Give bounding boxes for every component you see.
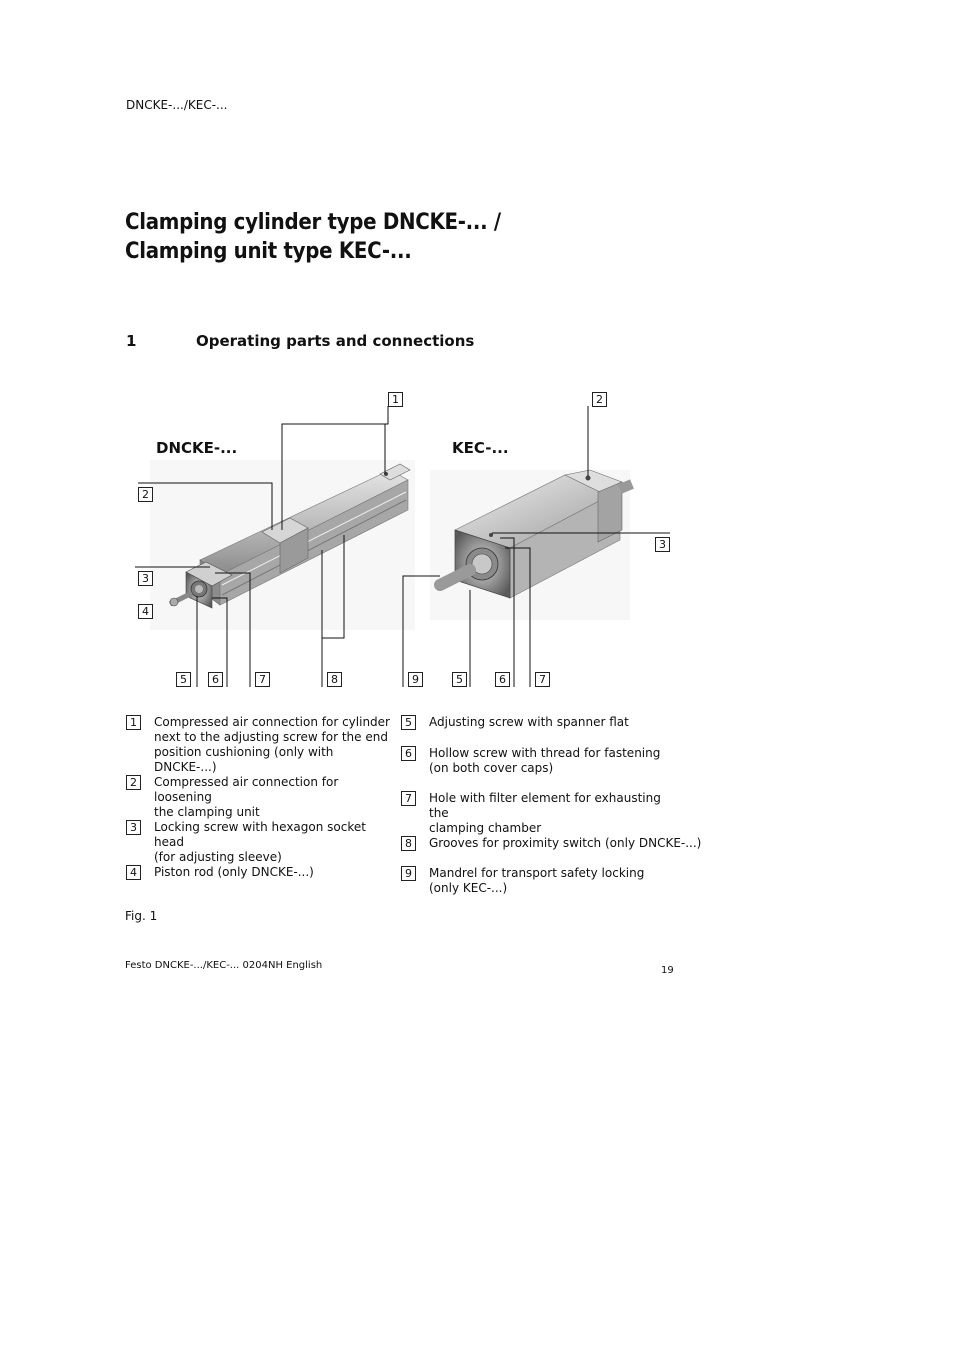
callout-5-kec: 5: [452, 672, 467, 687]
title-line-1: Clamping cylinder type DNCKE-... /: [125, 210, 501, 235]
legend-text: Piston rod (only DNCKE-...): [154, 865, 314, 879]
legend-text: Mandrel for transport safety locking (only KEC-...): [429, 866, 645, 895]
title-line-2: Clamping unit type KEC-...: [125, 239, 412, 264]
callout-1: 1: [388, 392, 403, 407]
product-label-kec: KEC-...: [452, 439, 509, 457]
callout-2-dncke: 2: [138, 487, 153, 502]
legend-number: 1: [126, 715, 141, 730]
callout-9: 9: [408, 672, 423, 687]
figure-caption: Fig. 1: [125, 909, 158, 923]
legend-number: 6: [401, 746, 416, 761]
callout-5-dncke: 5: [176, 672, 191, 687]
callout-4: 4: [138, 604, 153, 619]
legend-number: 7: [401, 791, 416, 806]
legend-text: Compressed air connection for cylinder next to the adjusting screw for the end position cushioning (only with DNCKE-...): [154, 715, 390, 774]
legend-text: Hollow screw with thread for fastening (on both cover caps): [429, 746, 661, 775]
callout-7-kec: 7: [535, 672, 550, 687]
legend-number: 2: [126, 775, 141, 790]
section-number: 1: [126, 332, 137, 350]
page-number: 19: [661, 965, 674, 976]
callout-3-dncke: 3: [138, 571, 153, 586]
running-header: DNCKE-.../KEC-...: [126, 98, 228, 112]
legend-number: 9: [401, 866, 416, 881]
section-title: Operating parts and connections: [196, 332, 475, 350]
legend-text: Hole with filter element for exhausting the clamping chamber: [429, 791, 661, 835]
legend-text: Compressed air connection for loosening the clamping unit: [154, 775, 339, 819]
legend-text: Grooves for proximity switch (only DNCKE-...): [429, 836, 702, 850]
legend-number: 5: [401, 715, 416, 730]
legend-number: 8: [401, 836, 416, 851]
legend-number: 3: [126, 820, 141, 835]
product-label-dncke: DNCKE-...: [156, 439, 238, 457]
callout-2-kec: 2: [592, 392, 607, 407]
legend-text: Locking screw with hexagon socket head (for adjusting sleeve): [154, 820, 366, 864]
callout-8: 8: [327, 672, 342, 687]
legend-number: 4: [126, 865, 141, 880]
callout-6-dncke: 6: [208, 672, 223, 687]
callout-6-kec: 6: [495, 672, 510, 687]
callout-7-dncke: 7: [255, 672, 270, 687]
footer-text: Festo DNCKE-.../KEC-... 0204NH English: [125, 960, 323, 971]
legend-text: Adjusting screw with spanner flat: [429, 715, 629, 729]
callout-3-kec: 3: [655, 537, 670, 552]
